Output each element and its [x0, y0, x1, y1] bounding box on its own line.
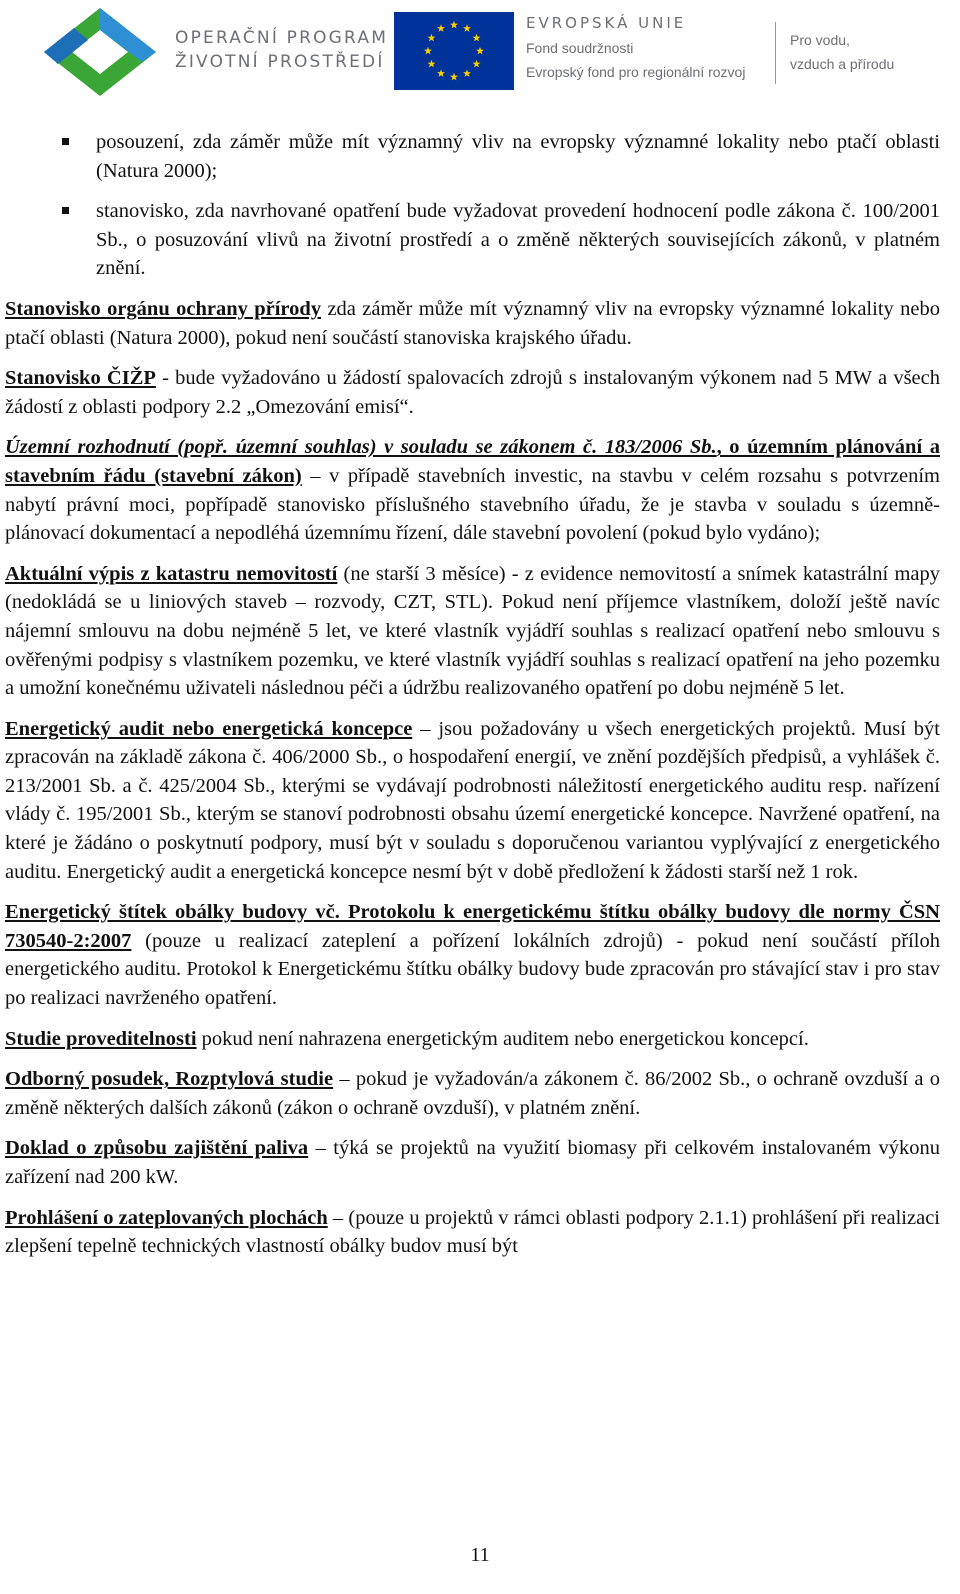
paragraph-text: pokud není nahrazena energetickým auditem nebo energetickou koncepcí.	[196, 1027, 809, 1050]
paragraph-text: – pokud je vyžadován/a zákonem č. 86/2002 Sb., o ochraně ovzduší a o změně některých dalších zákonů (zákon o ochraně ovzduší), v platném znění.	[5, 1068, 940, 1119]
paragraph-katastr	[5, 560, 940, 703]
paragraph-text: (ne starší 3 měsíce) - z evidence nemovitostí a snímek katastrální mapy (nedokládá se u liniových staveb – rozvody, CZT, STL). Pokud není příjemce vlastníkem, doloží ještě navíc nájemní smlouvu na dobu nejméně 5 let, ve které vlastník vyjádří souhlas s realizací opatření nebo smlouvu s ověřenými podpisy s vlastníkem pozemku, ve které vlastník vyjádří souhlas s realizací opatření na jeho pozemku a umožní konečnému uživateli následnou péči a údržbu realizovaného opatření po dobu nejméně 5 let.	[5, 562, 941, 700]
paragraph-text: - bude vyžadováno u žádostí spalovacích zdrojů s instalovaným výkonem nad 5 MW a všech žádostí z oblasti podpory 2.2 „Omezování emisí“.	[5, 367, 940, 418]
op-program-name	[175, 26, 388, 74]
bullet-square-icon	[62, 138, 69, 145]
paragraph-prohlaseni	[5, 1204, 940, 1261]
eu-fund-text: Fond soudržnosti	[526, 40, 634, 56]
bullet-square-icon	[62, 207, 69, 214]
paragraph-text: (pouze u realizací zateplení a pořízení lokálních zdrojů) - pokud není součástí příloh energetického auditu. Protokol k Energetickému štítku obálky budovy bude zpracován pro stávající stav i pro stav po realizaci navrženého opatření.	[5, 929, 940, 1010]
paragraph-text: – týká se projektů na využití biomasy při celkovém instalovaném výkonu zařízení nad 200 kW.	[5, 1137, 940, 1188]
paragraph-energeticky-audit	[5, 715, 940, 887]
paragraph-heading: Prohlášení o zateplovaných plochách	[5, 1206, 328, 1229]
eu-title: EVROPSKÁ UNIE	[526, 14, 687, 32]
paragraph-heading: Studie proveditelnosti	[5, 1027, 197, 1050]
paragraph-heading: Aktuální výpis z katastru nemovitostí	[5, 562, 338, 585]
paragraph-heading: Stanovisko ČIŽP	[5, 367, 156, 390]
paragraph-posudek	[5, 1065, 940, 1122]
paragraph-heading: Stanovisko orgánu ochrany přírody	[5, 297, 322, 320]
paragraph-heading-italic: Územní rozhodnutí (popř. územní souhlas) v souladu se zákonem č. 183/2006 Sb.	[5, 436, 717, 459]
bullet-text: posouzení, zda záměr může mít významný vliv na evropsky významné lokality nebo ptačí oblasti (Natura 2000);	[96, 131, 940, 182]
slogan	[790, 28, 894, 76]
paragraph-heading: Odborný posudek, Rozptylová studie	[5, 1068, 334, 1091]
paragraph-doklad-paliva	[5, 1134, 940, 1191]
bullet-list	[5, 128, 940, 283]
bullet-item	[5, 128, 940, 185]
document-body	[5, 128, 940, 1273]
op-line-2: ŽIVOTNÍ PROSTŘEDÍ	[175, 52, 385, 72]
paragraph-energeticky-stitek	[5, 898, 940, 1012]
slogan-line-1: Pro vodu,	[790, 32, 850, 48]
paragraph-heading: , o územním plánování a stavebním řádu (stavební zákon)	[5, 436, 940, 487]
paragraph-studie	[5, 1025, 940, 1054]
eu-erdf-text: Evropský fond pro regionální rozvoj	[526, 64, 746, 80]
header-divider	[775, 22, 776, 84]
paragraph-uzemni-rozhodnuti	[5, 433, 940, 547]
paragraph-heading: Energetický štítek obálky budovy vč. Protokolu k energetickému štítku obálky budovy dle normy ČSN 730540-2:2007	[5, 901, 940, 952]
slogan-line-2: vzduch a přírodu	[790, 56, 895, 72]
paragraph-text: – (pouze u projektů v rámci oblasti podpory 2.1.1) prohlášení při realizaci zlepšení tepelně technických vlastností obálky budov musí být	[5, 1206, 940, 1258]
page-number: 11	[470, 1544, 490, 1566]
paragraph-stanovisko-aop	[5, 295, 940, 352]
bullet-text: stanovisko, zda navrhované opatření bude vyžadovat provedení hodnocení podle zákona č. 100/2001 Sb., o posuzování vlivů na životní prostředí a o změně některých souvisejících zákonů, v platném znění.	[96, 200, 940, 280]
bullet-item	[5, 197, 940, 283]
page-header	[0, 0, 960, 100]
paragraph-heading: Energetický audit nebo energetická koncepce	[5, 717, 413, 740]
paragraph-text: zda záměr může mít významný vliv na evropsky významné lokality nebo ptačí oblasti (Natura 2000), pokud není součástí stanoviska krajského úřadu.	[5, 297, 940, 349]
op-zp-logo-icon	[38, 4, 162, 96]
paragraph-text: – v případě stavebních investic, na stavbu v celém rozsahu s potvrzením nabytí právní moci, popřípadě stanovisko příslušného stavebního úřadu, že je stavba v souladu s územně-plánovací dokumentací a nepodléhá územnímu řízení, dále stavební povolení (pokud bylo vydáno);	[5, 464, 940, 545]
op-line-1: OPERAČNÍ PROGRAM	[175, 28, 389, 48]
paragraph-heading: Doklad o způsobu zajištění paliva	[5, 1137, 309, 1160]
paragraph-text: – jsou požadovány u všech energetických projektů. Musí být zpracován na základě zákona č. 406/2000 Sb., o hospodaření energií, ve znění pozdějších předpisů, a vyhlášek č. 213/2001 Sb. a č. 425/2004 Sb., kterými se vydávají podrobnosti náležitostí energetického auditu resp. nařízení vlády č. 195/2001 Sb., kterým se stanoví podrobnosti obsahu území energetické koncepce. Navržené opatření, na které je žádáno o poskytnutí podpory, musí být v souladu s doporučenou variantou vyplývající z energetického auditu. Energetický audit a energetická koncepce nesmí být v době předložení k žádosti starší než 1 rok.	[5, 717, 940, 883]
paragraph-stanovisko-cizp	[5, 364, 940, 421]
eu-flag-icon	[394, 12, 514, 90]
